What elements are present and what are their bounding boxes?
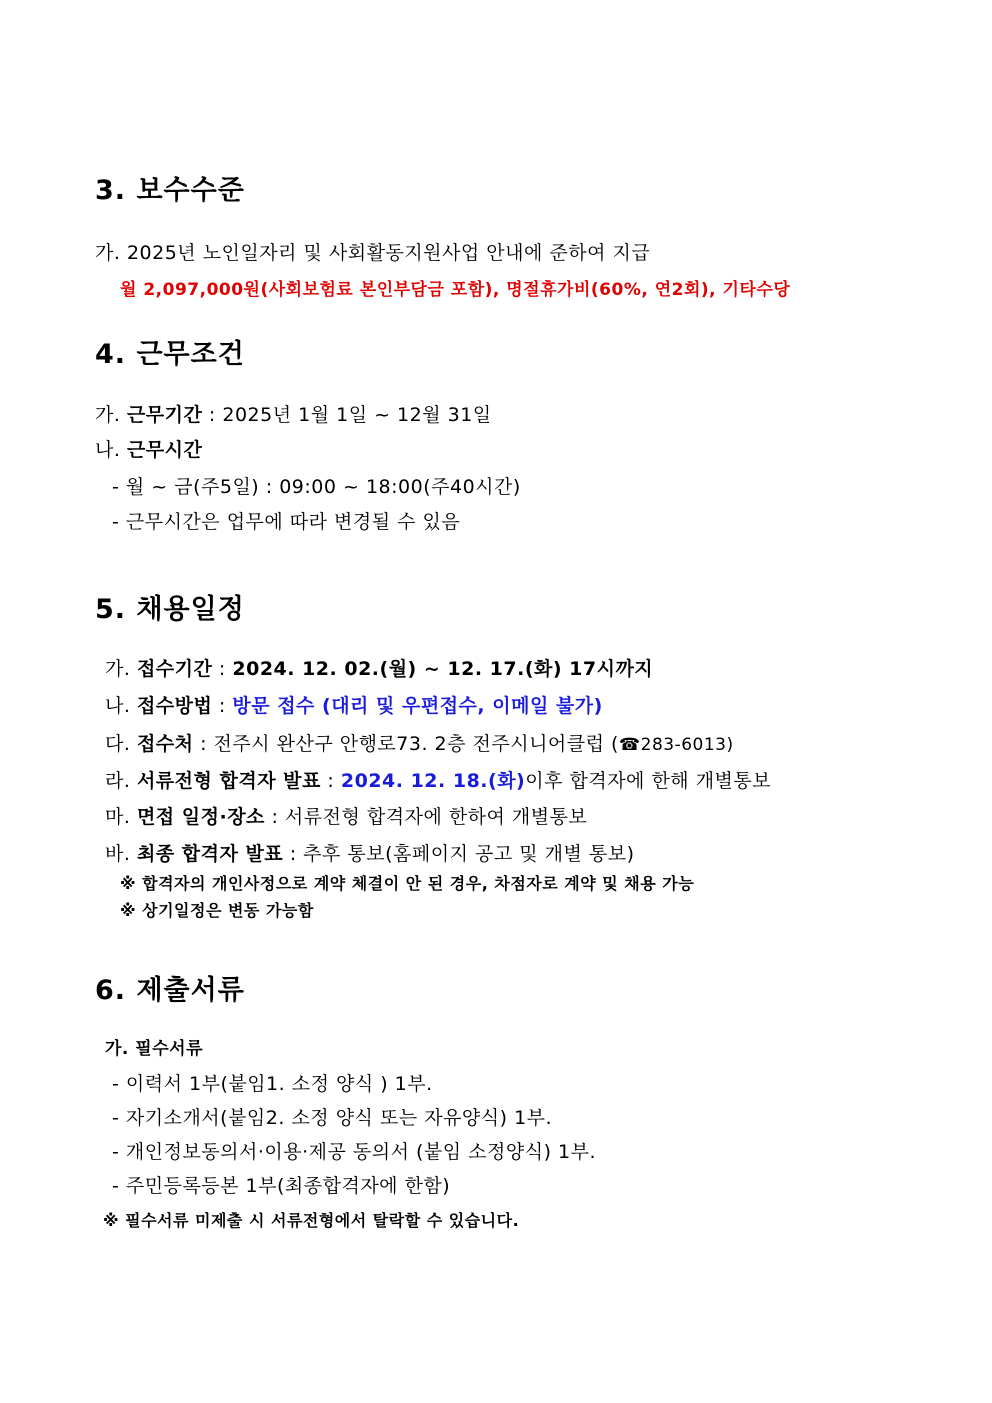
s5-row-label: 마. xyxy=(105,806,131,828)
s5-row-key: 면접 일정·장소 xyxy=(136,806,265,828)
s4-item-a xyxy=(95,400,492,427)
s5-row-key: 접수기간 xyxy=(136,658,213,680)
s5-row-key: 접수방법 xyxy=(136,695,213,717)
s5-note-2: ※ 상기일정은 변동 가능함 xyxy=(120,901,314,920)
s5-row-label: 가. xyxy=(105,658,131,680)
s5-row-value: 서류전형 합격자에 한하여 개별통보 xyxy=(284,806,588,828)
s6-a-heading: 가. 필수서류 xyxy=(105,1039,203,1059)
s6-note: ※ 필수서류 미제출 시 서류전형에서 탈락할 수 있습니다. xyxy=(103,1211,520,1230)
s4-a-label: 가. xyxy=(95,404,121,426)
section-6-title: 6. 제출서류 xyxy=(95,975,245,1006)
section-5-title: 5. 채용일정 xyxy=(95,594,245,625)
s3-a-text: 2025년 노인일자리 및 사회활동지원사업 안내에 준하여 지급 xyxy=(126,242,651,264)
s4-a-sep: : xyxy=(208,404,216,426)
s5-row-sep: : xyxy=(271,806,279,828)
s5-note-1: ※ 합격자의 개인사정으로 계약 체결이 안 된 경우, 차점자로 계약 및 채용 가능 xyxy=(120,874,695,893)
s5-row-label: 라. xyxy=(105,770,131,792)
s5-row-a xyxy=(105,654,653,681)
s5-row-value: 이후 합격자에 한해 개별통보 xyxy=(525,770,772,792)
s6-item: - 자기소개서(붙임2. 소정 양식 또는 자유양식) 1부. xyxy=(112,1107,553,1129)
s6-item: - 개인정보동의서·이용·제공 동의서 (붙임 소정양식) 1부. xyxy=(112,1141,597,1163)
s5-row-value: 2024. 12. 02.(월) ~ 12. 17.(화) 17시까지 xyxy=(232,658,654,680)
s5-row-value: 전주시 완산구 안행로73. 2층 전주시니어클럽 ( xyxy=(213,733,619,755)
section-3-title: 3. 보수수준 xyxy=(95,175,245,206)
s5-row-key: 접수처 xyxy=(136,733,194,755)
s4-b-key: 근무시간 xyxy=(126,439,203,461)
s3-item-a xyxy=(95,238,650,265)
s5-row-label: 바. xyxy=(105,843,131,865)
s4-b-label: 나. xyxy=(95,439,121,461)
s4-a-value: 2025년 1월 1일 ~ 12월 31일 xyxy=(222,404,492,426)
s5-row-key: 서류전형 합격자 발표 xyxy=(136,770,321,792)
s5-row-sep: : xyxy=(218,658,226,680)
s5-row-phone: 283-6013) xyxy=(640,735,734,755)
s6-item: - 주민등록등본 1부(최종합격자에 한함) xyxy=(112,1175,451,1197)
section-4-title: 4. 근무조건 xyxy=(95,339,245,370)
s5-row-label: 나. xyxy=(105,695,131,717)
s5-row-b xyxy=(105,691,603,718)
s4-b-line2: - 근무시간은 업무에 따라 변경될 수 있음 xyxy=(112,511,461,533)
s5-row-c xyxy=(105,729,734,756)
phone-icon: ☎ xyxy=(618,735,641,755)
s5-row-sep: : xyxy=(200,733,207,755)
s5-row-value: 추후 통보(홈페이지 공고 및 개별 통보) xyxy=(303,843,635,865)
s3-pay-detail: 월 2,097,000원(사회보험료 본인부담금 포함), 명절휴가비(60%, 연2회), 기타수당 xyxy=(120,280,791,300)
s5-row-sep: : xyxy=(218,695,226,717)
s5-row-f xyxy=(105,839,635,866)
s5-row-value: 방문 접수 (대리 및 우편접수, 이메일 불가) xyxy=(232,695,603,717)
s4-b-line1: - 월 ~ 금(주5일) : 09:00 ~ 18:00(주40시간) xyxy=(112,476,521,498)
s4-item-b xyxy=(95,435,202,462)
s5-row-value-date: 2024. 12. 18.(화) xyxy=(340,770,526,792)
s5-row-d xyxy=(105,766,771,793)
s5-row-e xyxy=(105,802,587,829)
s4-a-key: 근무기간 xyxy=(126,404,203,426)
s5-row-label: 다. xyxy=(105,733,131,755)
s6-item: - 이력서 1부(붙임1. 소정 양식 ) 1부. xyxy=(112,1073,433,1095)
s5-row-sep: : xyxy=(289,843,297,865)
s5-row-key: 최종 합격자 발표 xyxy=(136,843,284,865)
s3-a-label: 가. xyxy=(95,242,121,264)
s5-row-sep: : xyxy=(327,770,335,792)
